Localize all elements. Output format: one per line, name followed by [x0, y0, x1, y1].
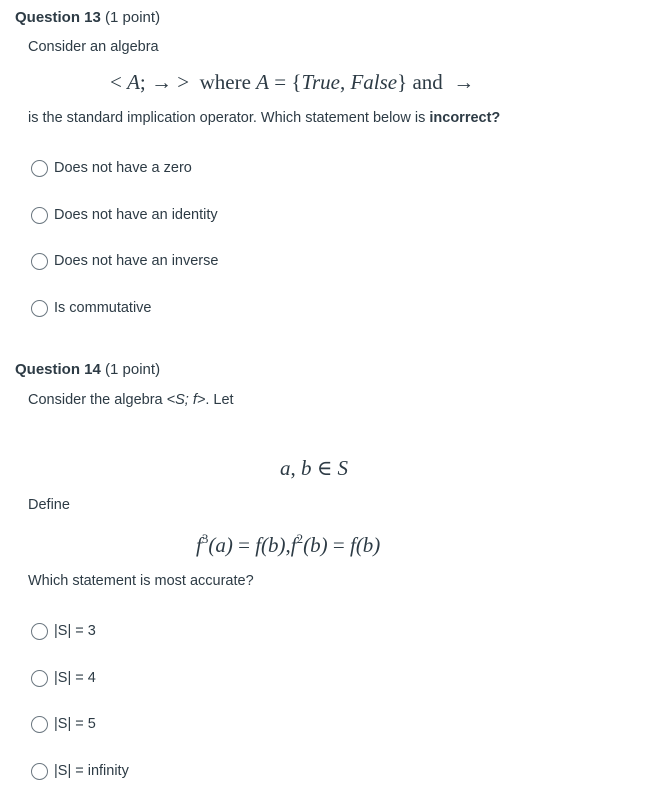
question-13-stem-bold: incorrect?	[429, 110, 501, 126]
question-14-heading	[15, 361, 160, 378]
math-and: and	[412, 70, 443, 94]
q13-option-4[interactable]	[31, 297, 152, 319]
q14-option-3[interactable]	[31, 713, 96, 735]
math-arrow-2: →	[453, 70, 475, 94]
math-f: f	[290, 533, 297, 557]
math-arrow: →	[151, 70, 173, 94]
question-13-points: (1 point)	[105, 9, 161, 26]
question-14-intro-prefix: Consider the algebra	[28, 392, 163, 408]
math-f: f	[196, 533, 202, 557]
q13-option-2[interactable]	[31, 204, 218, 226]
math-false: False	[350, 70, 398, 94]
q13-option-1[interactable]	[31, 157, 192, 179]
question-13-intro: Consider an algebra	[28, 39, 159, 55]
question-14-points: (1 point)	[105, 361, 161, 378]
math-set-a: A	[127, 70, 140, 94]
q14-option-4-label: |S| = infinity	[54, 763, 129, 779]
math-equals: =	[332, 533, 345, 557]
q14-option-2-label: |S| = 4	[54, 670, 96, 686]
math-exp-3: 3	[201, 531, 209, 546]
question-13-stem-prefix: is the standard implication operator. Which statement below is	[28, 110, 426, 126]
math-comma: ,	[339, 70, 346, 94]
q14-option-1-label: |S| = 3	[54, 623, 96, 639]
math-a: a	[280, 456, 291, 480]
radio-button[interactable]	[31, 207, 48, 224]
math-gt: >	[177, 70, 190, 94]
math-element-of: ∈	[316, 456, 333, 480]
math-f: f	[349, 533, 356, 557]
q13-option-2-label: Does not have an identity	[54, 207, 218, 223]
q14-option-2[interactable]	[31, 667, 96, 689]
radio-button[interactable]	[31, 670, 48, 687]
radio-button[interactable]	[31, 623, 48, 640]
math-rbrace: }	[397, 70, 408, 94]
math-true: True	[301, 70, 340, 94]
question-14-intro-suffix: . Let	[205, 392, 234, 408]
question-14-intro-algebra: <S; f>	[166, 392, 206, 408]
math-b: b	[301, 456, 312, 480]
q13-option-4-label: Is commutative	[54, 300, 152, 316]
question-14-define: Define	[28, 497, 70, 513]
math-lbrace: {	[291, 70, 302, 94]
math-comma: ,	[285, 533, 291, 557]
question-13-math	[110, 70, 474, 95]
math-set-a-2: A	[256, 70, 269, 94]
radio-button[interactable]	[31, 716, 48, 733]
math-s: S	[337, 456, 349, 480]
math-equals: =	[238, 533, 250, 557]
radio-button[interactable]	[31, 763, 48, 780]
math-semicolon: ;	[139, 70, 146, 94]
question-14-number: Question 14	[15, 361, 101, 378]
question-13-stem	[28, 110, 500, 126]
question-13-heading	[15, 9, 160, 26]
radio-button[interactable]	[31, 300, 48, 317]
math-equals: =	[274, 70, 287, 94]
question-14-math-let	[280, 456, 348, 481]
math-arg-a: (a)	[208, 533, 233, 557]
math-exp-2: 2	[296, 531, 304, 546]
q14-option-1[interactable]	[31, 620, 96, 642]
q13-option-1-label: Does not have a zero	[54, 160, 192, 176]
q14-option-3-label: |S| = 5	[54, 716, 96, 732]
math-arg-b: (b)	[303, 533, 328, 557]
q13-option-3[interactable]	[31, 250, 218, 272]
question-14-stem: Which statement is most accurate?	[28, 573, 254, 589]
radio-button[interactable]	[31, 253, 48, 270]
question-14-intro	[28, 392, 234, 408]
q13-option-3-label: Does not have an inverse	[54, 253, 219, 269]
math-arg-b: (b)	[261, 533, 286, 557]
question-14-math-define	[196, 533, 380, 558]
q14-option-4[interactable]	[31, 760, 129, 782]
math-where: where	[199, 70, 251, 94]
math-f: f	[255, 533, 262, 557]
math-comma: ,	[290, 456, 296, 480]
radio-button[interactable]	[31, 160, 48, 177]
math-lt: <	[110, 70, 122, 94]
math-arg-b: (b)	[355, 533, 381, 557]
question-13-number: Question 13	[15, 9, 101, 26]
